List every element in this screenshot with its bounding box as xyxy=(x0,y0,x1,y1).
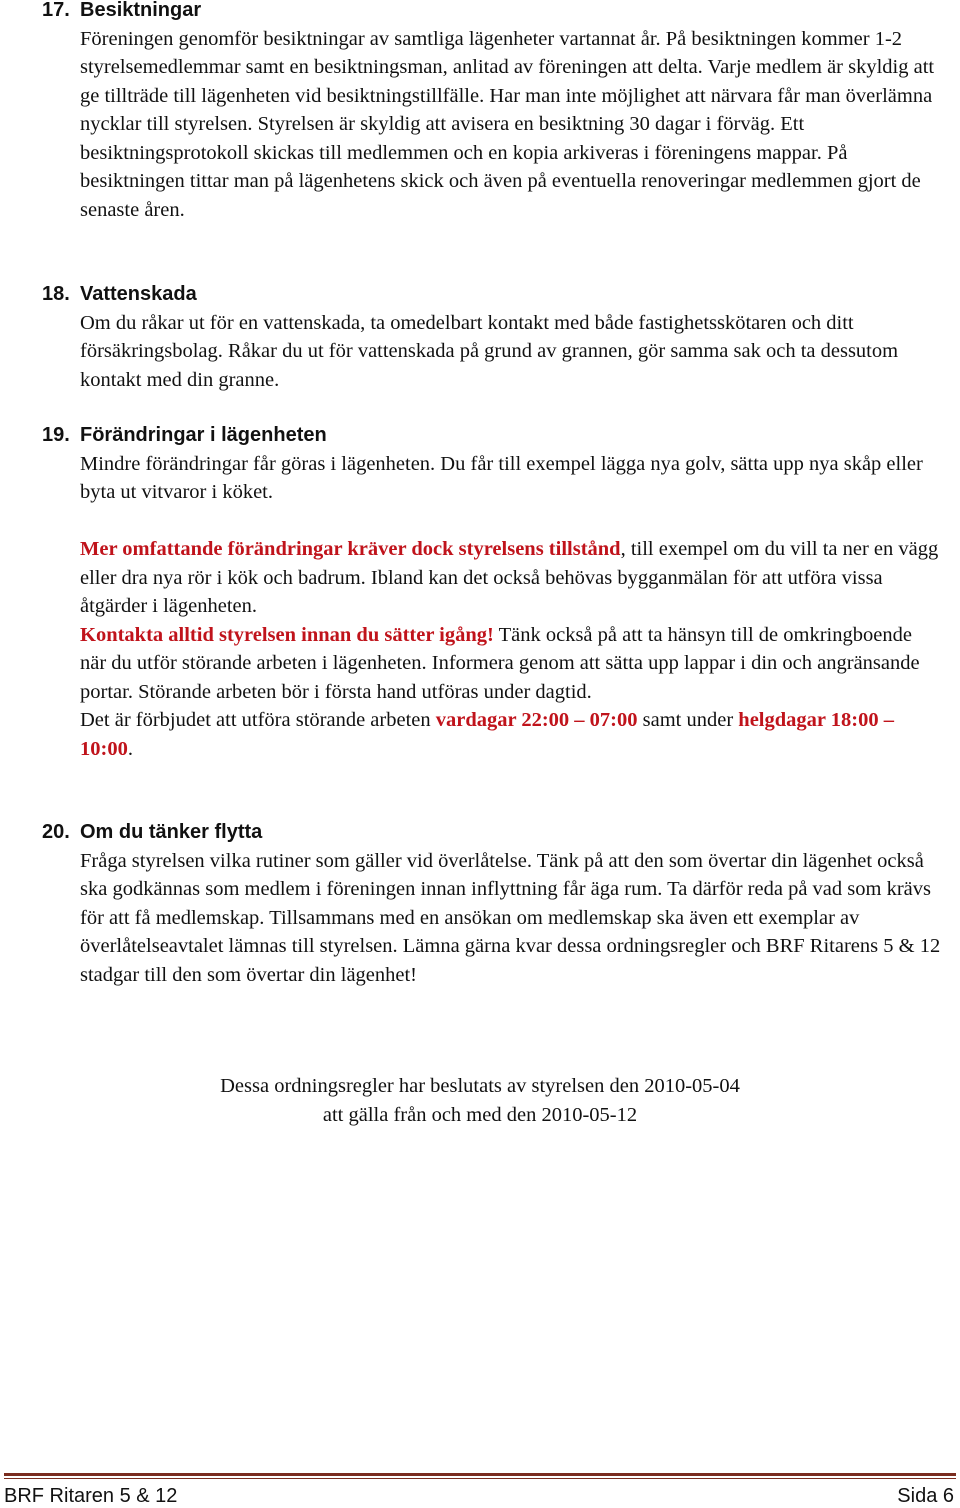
paragraph-quiet-hours xyxy=(80,706,942,763)
adoption-date-line: Dessa ordningsregler har beslutats av styrelsen den 2010-05-04 xyxy=(220,1075,740,1097)
emphasis-permission-required: Mer omfattande förändringar kräver dock styrelsens tillstånd xyxy=(80,538,621,560)
section-title: Vattenskada xyxy=(80,283,197,305)
section-19 xyxy=(42,421,942,763)
section-title: Om du tänker flytta xyxy=(80,821,263,843)
page-footer xyxy=(4,1484,954,1508)
paragraph: Mindre förändringar får göras i lägenheten. Du får till exempel lägga nya golv, sätta upp nya skåp eller byta ut vitvaror i köket. xyxy=(80,452,923,503)
adoption-statement xyxy=(0,1072,960,1129)
paragraph: Om du råkar ut för en vattenskada, ta omedelbart kontakt med både fastighetsskötaren och ditt försäkringsbolag. Råkar du ut för vattenskada på grund av grannen, gör samma sak och ta dessutom kontakt med din granne. xyxy=(80,311,899,391)
section-18-body xyxy=(80,309,942,395)
paragraph-contact xyxy=(80,621,942,707)
footer-page-number: Sida 6 xyxy=(897,1485,954,1507)
section-18 xyxy=(42,280,942,394)
paragraph: Föreningen genomför besiktningar av samtliga lägenheter vartannat år. På besiktningen kommer 1-2 styrelsemedlemmar samt en besiktningsman, anlitad av föreningen att delta. Varje medlem är skyldig att ge tillträde till lägenheten vid besiktningstillfälle. Har man inte möjlighet att närvara får man överlämna nycklar till styrelsen. Styrelsen är skyldig att avisera en besiktning 30 dagar i förväg. Ett besiktningsprotokoll skickas till medlemmen och en kopia arkiveras i föreningens mappar. På besiktningen tittar man på lägenhetens skick och även på eventuella renoveringar medlemmen gjort de senaste åren. xyxy=(80,27,935,221)
section-19-heading xyxy=(42,421,942,450)
section-19-body xyxy=(80,450,942,764)
section-20 xyxy=(42,818,942,989)
section-title: Förändringar i lägenheten xyxy=(80,424,327,446)
section-number: 20. xyxy=(42,821,70,843)
section-number: 19. xyxy=(42,424,70,446)
section-17-heading xyxy=(42,0,942,25)
paragraph-text: samt under xyxy=(637,709,739,731)
section-18-heading xyxy=(42,280,942,309)
paragraph-text: Det är förbjudet att utföra störande arbeten xyxy=(80,709,436,731)
footer-divider-thin xyxy=(4,1478,956,1479)
section-number: 18. xyxy=(42,283,70,305)
paragraph-permission xyxy=(80,535,942,621)
section-17 xyxy=(42,0,942,224)
paragraph-text: . xyxy=(127,737,133,760)
paragraph-text: , till exempel om du vill ta ner en vägg eller dra nya rör i kök och badrum. Ibland kan det också behövas bygganmälan för att utföra vissa åtgärder i lägenheten. xyxy=(80,538,939,617)
effective-date-line: att gälla från och med den 2010-05-12 xyxy=(322,1103,638,1126)
section-number: 17. xyxy=(42,0,70,21)
section-20-heading xyxy=(42,818,942,847)
emphasis-weekday-hours: vardagar 22:00 – 07:00 xyxy=(435,709,638,731)
section-17-body xyxy=(80,25,942,225)
emphasis-holiday-hours: helgdagar 18:00 – 10:00 xyxy=(80,709,894,760)
footer-association-name: BRF Ritaren 5 & 12 xyxy=(4,1485,178,1507)
footer-divider xyxy=(4,1473,956,1476)
section-20-body xyxy=(80,847,942,990)
paragraph-text: Tänk också på att ta hänsyn till de omkringboende när du utför störande arbeten i lägenheten. Informera genom att sätta upp lappar i din och angränsande portar. Störande arbeten bör i första hand utföras under dagtid. xyxy=(80,623,920,703)
section-title: Besiktningar xyxy=(80,0,202,21)
paragraph: Fråga styrelsen vilka rutiner som gäller vid överlåtelse. Tänk på att den som övertar din lägenhet också ska godkännas som medlem i föreningen innan inflyttning får äga rum. Ta därför reda på vad som krävs för att få medlemskap. Tillsammans med en ansökan om medlemskap ska även ett exemplar av överlåtelseavtalet lämnas till styrelsen. Lämna gärna kvar dessa ordningsregler och BRF Ritarens 5 & 12 stadgar till den som övertar din lägenhet! xyxy=(80,849,941,986)
emphasis-contact-board: Kontakta alltid styrelsen innan du sätter igång! xyxy=(80,623,494,646)
